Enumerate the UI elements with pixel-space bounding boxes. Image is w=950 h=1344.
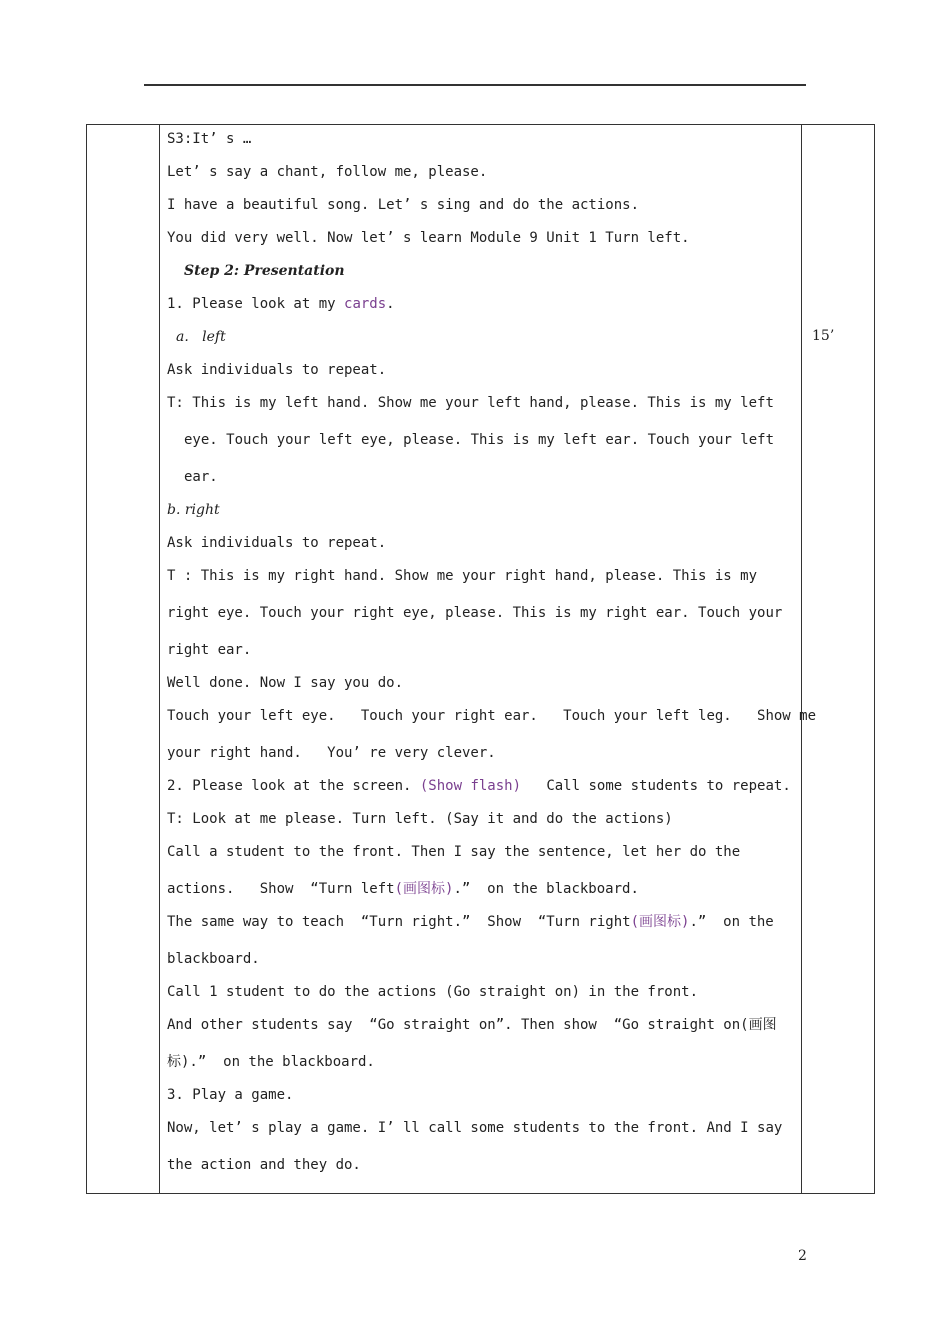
line: 标).” on the blackboard. bbox=[167, 1054, 375, 1070]
line: Well done. Now I say you do. bbox=[167, 675, 404, 691]
line-text: .” on the blackboard. bbox=[453, 881, 639, 897]
time-label: 15’ bbox=[812, 328, 835, 344]
highlight-draw-icon: (画图标) bbox=[394, 881, 454, 897]
highlight-draw-icon: (画图标) bbox=[630, 914, 690, 930]
lesson-table bbox=[86, 124, 875, 1194]
item-right: b. right bbox=[167, 502, 220, 518]
header-rule bbox=[144, 84, 806, 86]
line-text: 2. Please look at the screen. bbox=[167, 778, 420, 794]
line: blackboard. bbox=[167, 951, 260, 967]
line: right eye. Touch your right eye, please. This is my right ear. Touch your bbox=[167, 605, 783, 621]
highlight-show-flash: (Show flash) bbox=[419, 778, 522, 794]
line: Call 1 student to do the actions (Go straight on) in the front. bbox=[167, 984, 699, 1000]
line: T: Look at me please. Turn left. (Say it and do the actions) bbox=[167, 811, 673, 827]
line-text: Call some students to repeat. bbox=[521, 778, 791, 794]
line: You did very well. Now let’ s learn Module 9 Unit 1 Turn left. bbox=[167, 230, 690, 246]
line: S3:It’ s … bbox=[167, 131, 252, 147]
line: T: This is my left hand. Show me your left hand, please. This is my left bbox=[167, 395, 774, 411]
line: Let’ s say a chant, follow me, please. bbox=[167, 164, 488, 180]
line: Ask individuals to repeat. bbox=[167, 362, 387, 378]
line-text: .” on the bbox=[689, 914, 774, 930]
line-text: The same way to teach “Turn right.” Show “Turn right bbox=[167, 914, 631, 930]
line bbox=[167, 879, 797, 912]
page-number: 2 bbox=[798, 1248, 807, 1264]
line-text: . bbox=[386, 296, 395, 312]
line: Ask individuals to repeat. bbox=[167, 535, 387, 551]
highlight-cards: cards bbox=[344, 296, 387, 312]
time-column bbox=[801, 125, 874, 1193]
line: 3. Play a game. bbox=[167, 1087, 294, 1103]
line: Call a student to the front. Then I say the sentence, let her do the bbox=[167, 844, 741, 860]
line bbox=[167, 294, 797, 327]
line: the action and they do. bbox=[167, 1157, 361, 1173]
left-column bbox=[87, 125, 160, 1193]
line: Now, let’ s play a game. I’ ll call some students to the front. And I say bbox=[167, 1120, 783, 1136]
line: eye. Touch your left eye, please. This is my left ear. Touch your left bbox=[184, 432, 775, 448]
line: your right hand. You’ re very clever. bbox=[167, 745, 496, 761]
line bbox=[167, 912, 797, 949]
lesson-content bbox=[167, 129, 817, 1188]
line: right ear. bbox=[167, 642, 252, 658]
line: And other students say “Go straight on”. Then show “Go straight on(画图 bbox=[167, 1017, 777, 1033]
line: T : This is my right hand. Show me your right hand, please. This is my bbox=[167, 568, 758, 584]
line-text: actions. Show “Turn left bbox=[167, 881, 395, 897]
step-heading: Step 2: Presentation bbox=[184, 263, 345, 279]
line: I have a beautiful song. Let’ s sing and do the actions. bbox=[167, 197, 640, 213]
line: ear. bbox=[184, 469, 218, 485]
line bbox=[167, 776, 797, 809]
item-left: a. left bbox=[176, 329, 226, 345]
line: Touch your left eye. Touch your right ear. Touch your left leg. Show me bbox=[167, 708, 817, 724]
line-text: 1. Please look at my bbox=[167, 296, 345, 312]
